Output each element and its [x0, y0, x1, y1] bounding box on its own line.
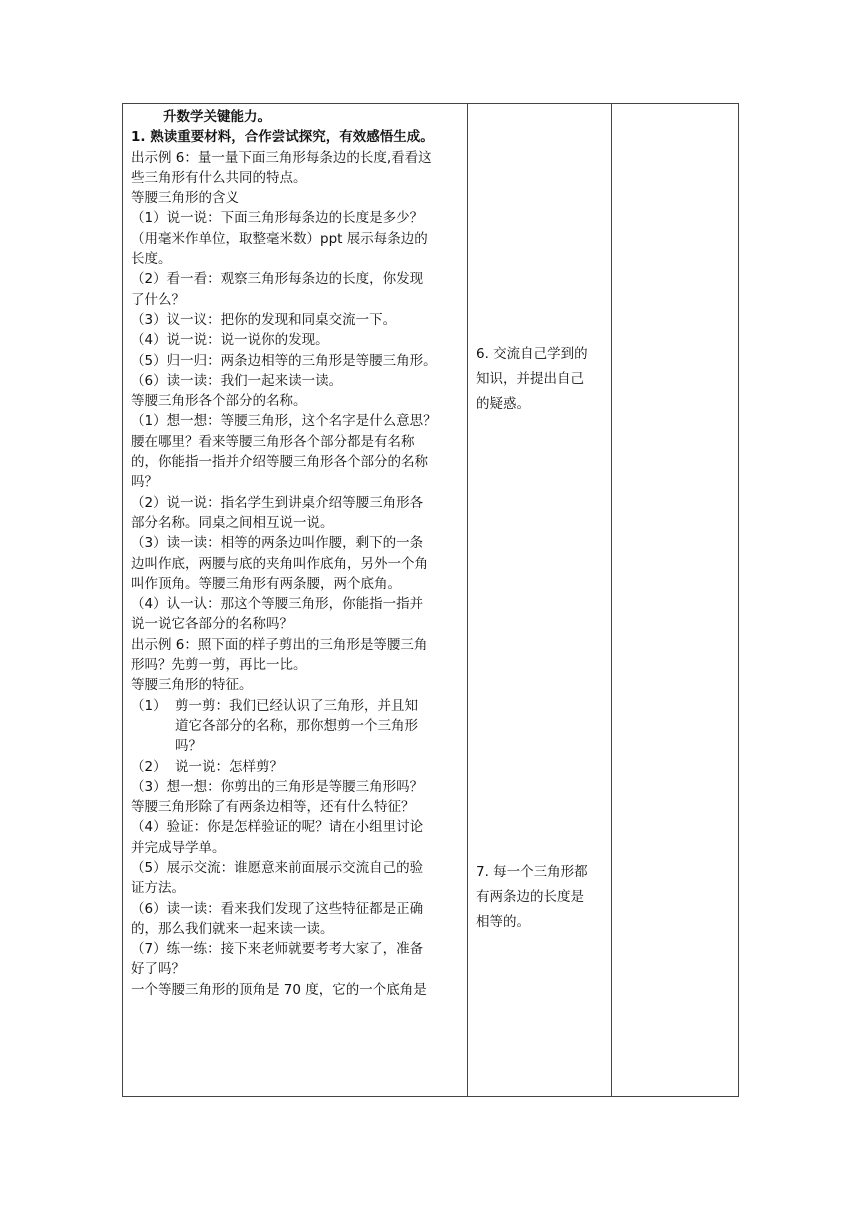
- text-line: 了什么？: [131, 291, 185, 308]
- list-number: （1）: [131, 697, 167, 714]
- text-line: 形吗？先剪一剪，再比一比。: [131, 657, 307, 674]
- teaching-process-cell: [123, 104, 466, 1096]
- numbered-item: [131, 757, 461, 777]
- text-line: （2）说一说：指名学生到讲桌介绍等腰三角形各: [131, 494, 424, 511]
- text-line: 好了吗？: [131, 961, 185, 978]
- text-line: （用毫米作单位，取整毫米数）ppt 展示每条边的: [131, 230, 428, 247]
- subheading: 等腰三角形各个部分的名称。: [131, 393, 307, 410]
- text-line: （4）认一认：那这个等腰三角形，你能指一指并: [131, 596, 424, 613]
- text-line: （1）说一说：下面三角形每条边的长度是多少？: [131, 210, 424, 227]
- text-line: （3）读一读：相等的两条边叫作腰，剩下的一条: [131, 535, 424, 552]
- text-line: 出示例 6：照下面的样子剪出的三角形是等腰三角: [131, 636, 428, 653]
- text-line: 吗？: [175, 738, 202, 755]
- list-number: （2）: [131, 758, 167, 775]
- text-line: 6. 交流自己学到的: [476, 346, 588, 362]
- activity-note-7: [476, 860, 606, 935]
- text-line: 并完成导学单。: [131, 839, 226, 856]
- text-line: 知识，并提出自己: [476, 371, 584, 387]
- text-line: 边叫作底，两腰与底的夹角叫作底角，另外一个角: [131, 555, 428, 572]
- text-line: （3）想一想：你剪出的三角形是等腰三角形吗？: [131, 778, 424, 795]
- text-line: 说一说：怎样剪？: [175, 758, 283, 775]
- text-line: 部分名称。同桌之间相互说一说。: [131, 514, 334, 531]
- activity-note-6: [476, 342, 606, 417]
- text-line: （4）说一说：说一说你的发现。: [131, 332, 329, 349]
- text-line: 升数学关键能力。: [163, 109, 271, 125]
- text-line: 有两条边的长度是: [476, 889, 584, 905]
- text-line: 的，那么我们就来一起来读一读。: [131, 920, 334, 937]
- text-line: 道它各部分的名称，那你想剪一个三角形: [175, 717, 418, 734]
- text-line: （3）议一议：把你的发现和同桌交流一下。: [131, 311, 397, 328]
- text-line: 相等的。: [476, 914, 530, 930]
- subheading: 等腰三角形的含义: [131, 190, 239, 207]
- text-line: （5）展示交流：谁愿意来前面展示交流自己的验: [131, 859, 424, 876]
- text-line: 些三角形有什么共同的特点。: [131, 169, 307, 186]
- text-line: 证方法。: [131, 880, 185, 897]
- text-line: 说一说它各部分的名称吗？: [131, 616, 293, 633]
- text-line: （6）读一读：我们一起来读一读。: [131, 372, 343, 389]
- text-line: （5）归一归：两条边相等的三角形是等腰三角形。: [131, 352, 437, 369]
- text-line: 腰在哪里？看来等腰三角形各个部分都是有名称: [131, 433, 415, 450]
- text-line: （1）想一想：等腰三角形，这个名字是什么意思？: [131, 413, 437, 430]
- text-line: 吗？: [131, 474, 158, 491]
- text-line: 等腰三角形除了有两条边相等，还有什么特征？: [131, 799, 415, 816]
- text-line: 叫作顶角。等腰三角形有两条腰，两个底角。: [131, 575, 401, 592]
- text-line: 的，你能指一指并介绍等腰三角形各个部分的名称: [131, 454, 428, 471]
- text-line: 长度。: [131, 251, 172, 268]
- text-line: 一个等腰三角形的顶角是 70 度，它的一个底角是: [131, 981, 427, 998]
- text-line: 出示例 6：量一量下面三角形每条边的长度,看看这: [131, 149, 432, 166]
- text-line: 剪一剪：我们已经认识了三角形，并且知: [175, 697, 418, 714]
- section-heading: 1. 熟读重要材料，合作尝试探究，有效感悟生成。: [131, 129, 434, 146]
- text-line: （4）验证：你是怎样验证的呢？请在小组里讨论: [131, 819, 424, 836]
- subheading: 等腰三角形的特征。: [131, 677, 253, 694]
- design-intent-cell: [612, 104, 738, 1096]
- student-activity-cell: [467, 104, 611, 1096]
- text-line: （6）读一读：看来我们发现了这些特征都是正确: [131, 900, 424, 917]
- text-line: 7. 每一个三角形都: [476, 864, 588, 880]
- text-line: （7）练一练：接下来老师就要考考大家了，准备: [131, 941, 424, 958]
- numbered-item: [131, 696, 461, 716]
- text-line: （2）看一看：观察三角形每条边的长度，你发现: [131, 271, 424, 288]
- text-line: 的疑惑。: [476, 396, 530, 412]
- lesson-table: [122, 103, 739, 1097]
